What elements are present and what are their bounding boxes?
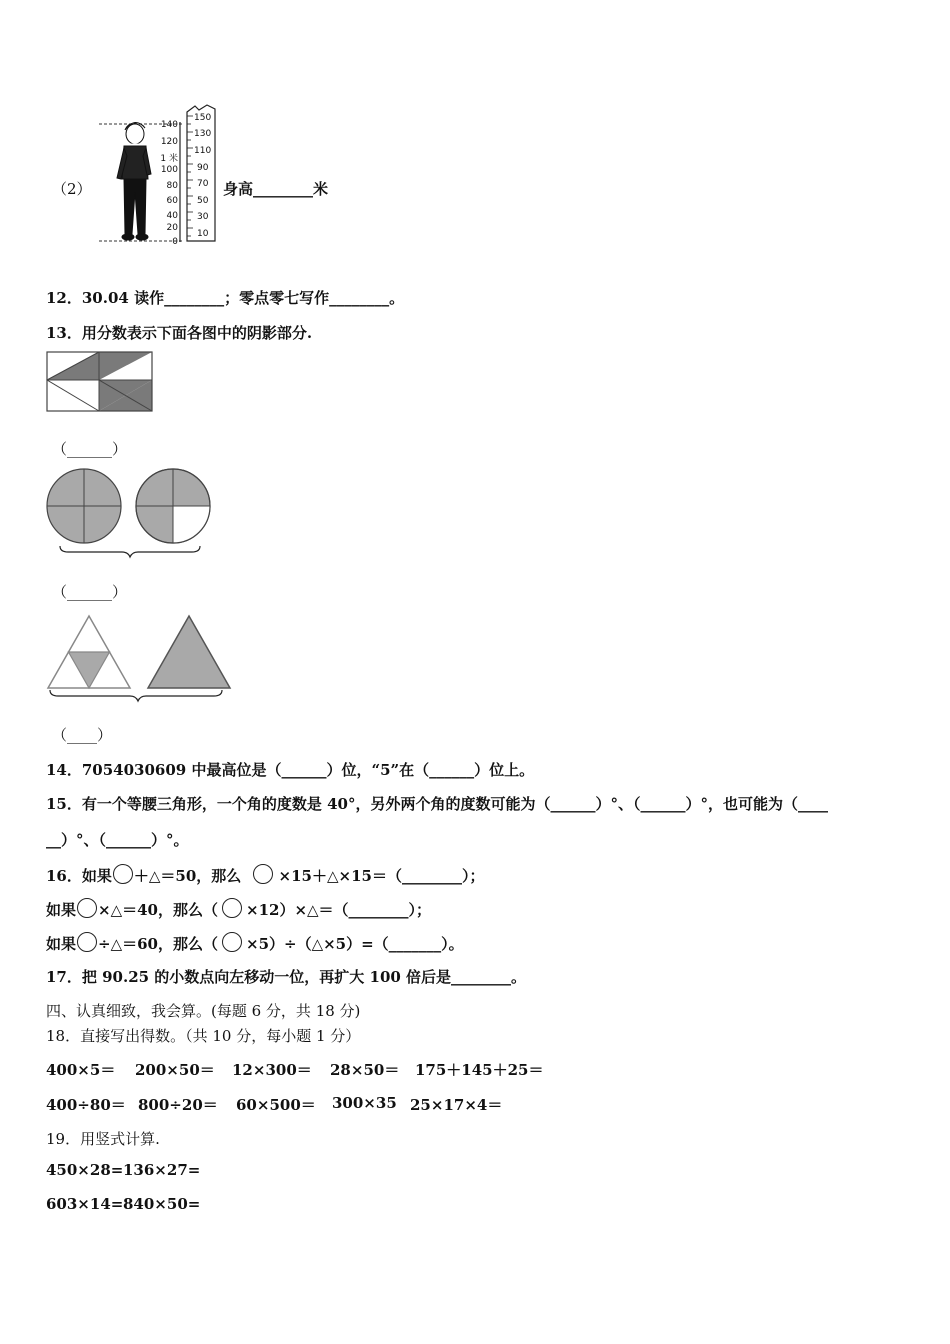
ruler-tick: 150	[194, 113, 212, 123]
q16-l3-c: ×5）÷（△×5）=（_______）。	[246, 935, 464, 953]
ruler-tick: 30	[197, 212, 209, 222]
circle-icon	[77, 898, 97, 918]
q19-item: 136×27=	[123, 1161, 201, 1179]
q18-item: 300×35	[332, 1094, 397, 1112]
q18-item: 200×50＝	[135, 1061, 215, 1079]
circle-icon	[222, 898, 242, 918]
triangles-figure	[46, 614, 234, 704]
scale-tick: 0	[172, 237, 178, 247]
q13-answer-2: （______）	[52, 583, 128, 601]
q16-line-2	[46, 898, 431, 920]
q18-item: 60×500＝	[236, 1096, 316, 1114]
q16-l3-a: 如果	[46, 935, 77, 953]
q13-answer-1: （______）	[52, 440, 128, 458]
scale-tick: 140	[160, 120, 178, 130]
q12-text: 12．30.04 读作________；零点零七写作________。	[46, 289, 405, 307]
ruler-tick: 90	[197, 163, 209, 173]
q19-item: 450×28=	[46, 1161, 124, 1179]
circle-icon	[77, 932, 97, 952]
ruler-tick: 70	[197, 179, 209, 189]
circle-icon	[222, 932, 242, 952]
scale-tick: 120	[160, 137, 178, 147]
q16-l2-c: ×12）×△＝（________）；	[246, 901, 432, 919]
q16-l3-b: ÷△＝60，那么（	[98, 935, 218, 953]
q11-height-prompt: 身高________米	[223, 180, 329, 198]
scale-tick: 60	[166, 196, 178, 206]
q18-item: 175＋145＋25＝	[415, 1061, 544, 1079]
q18-item: 12×300＝	[232, 1061, 312, 1079]
q16-line-1	[46, 864, 484, 886]
q15-line-2: __）°、（______）°。	[46, 831, 189, 849]
q19-item: 603×14=	[46, 1195, 124, 1213]
section-4-heading: 四、认真细致，我会算。(每题 6 分，共 18 分)	[46, 1002, 361, 1020]
scale-tick: 1 米	[160, 154, 178, 164]
q16-l2-b: ×△＝40，那么（	[98, 901, 218, 919]
q13-answer-3: （____）	[52, 726, 113, 744]
q18-title: 18．直接写出得数。（共 10 分，每小题 1 分）	[46, 1027, 361, 1045]
q16-l1-a: 16．如果	[46, 867, 112, 885]
quarter-circles-figure	[46, 468, 214, 558]
ruler-tick: 10	[197, 229, 209, 239]
q19-title: 19．用竖式计算.	[46, 1130, 160, 1148]
q13-text: 13．用分数表示下面各图中的阴影部分.	[46, 324, 313, 342]
q16-l1-c: ×15＋△×15＝（________）；	[278, 867, 485, 885]
ruler-tick: 130	[194, 129, 212, 139]
q18-item: 800÷20＝	[138, 1096, 218, 1114]
q18-item: 400÷80＝	[46, 1096, 126, 1114]
q19-item: 840×50=	[123, 1195, 201, 1213]
scale-tick: 80	[166, 181, 178, 191]
circle-icon	[113, 864, 133, 884]
circle-icon	[253, 864, 273, 884]
ruler-tick: 110	[194, 146, 212, 156]
q17-text: 17．把 90.25 的小数点向左移动一位，再扩大 100 倍后是________。	[46, 968, 527, 986]
boy-icon	[117, 122, 151, 240]
q16-l1-b: ＋△＝50，那么	[133, 867, 242, 885]
scale-tick: 40	[166, 211, 178, 221]
boy-height-figure	[95, 104, 225, 249]
scale-tick: 20	[166, 223, 178, 233]
q16-l2-a: 如果	[46, 901, 77, 919]
scale-tick: 100	[160, 165, 178, 175]
q16-line-3	[46, 932, 464, 954]
q15-line-1: 15．有一个等腰三角形，一个角的度数是 40°，另外两个角的度数可能为（______）°、（______）°，也可能为（____	[46, 795, 828, 813]
q18-item: 25×17×4＝	[410, 1096, 503, 1114]
q18-item: 28×50＝	[330, 1061, 400, 1079]
rectangle-triangles-figure	[46, 350, 154, 413]
ruler-tick: 50	[197, 196, 209, 206]
q14-text: 14．7054030609 中最高位是（______）位，“5”在（______）位上。	[46, 761, 535, 779]
q18-item: 400×5＝	[46, 1061, 116, 1079]
q11-part2-label: （2）	[52, 180, 92, 198]
